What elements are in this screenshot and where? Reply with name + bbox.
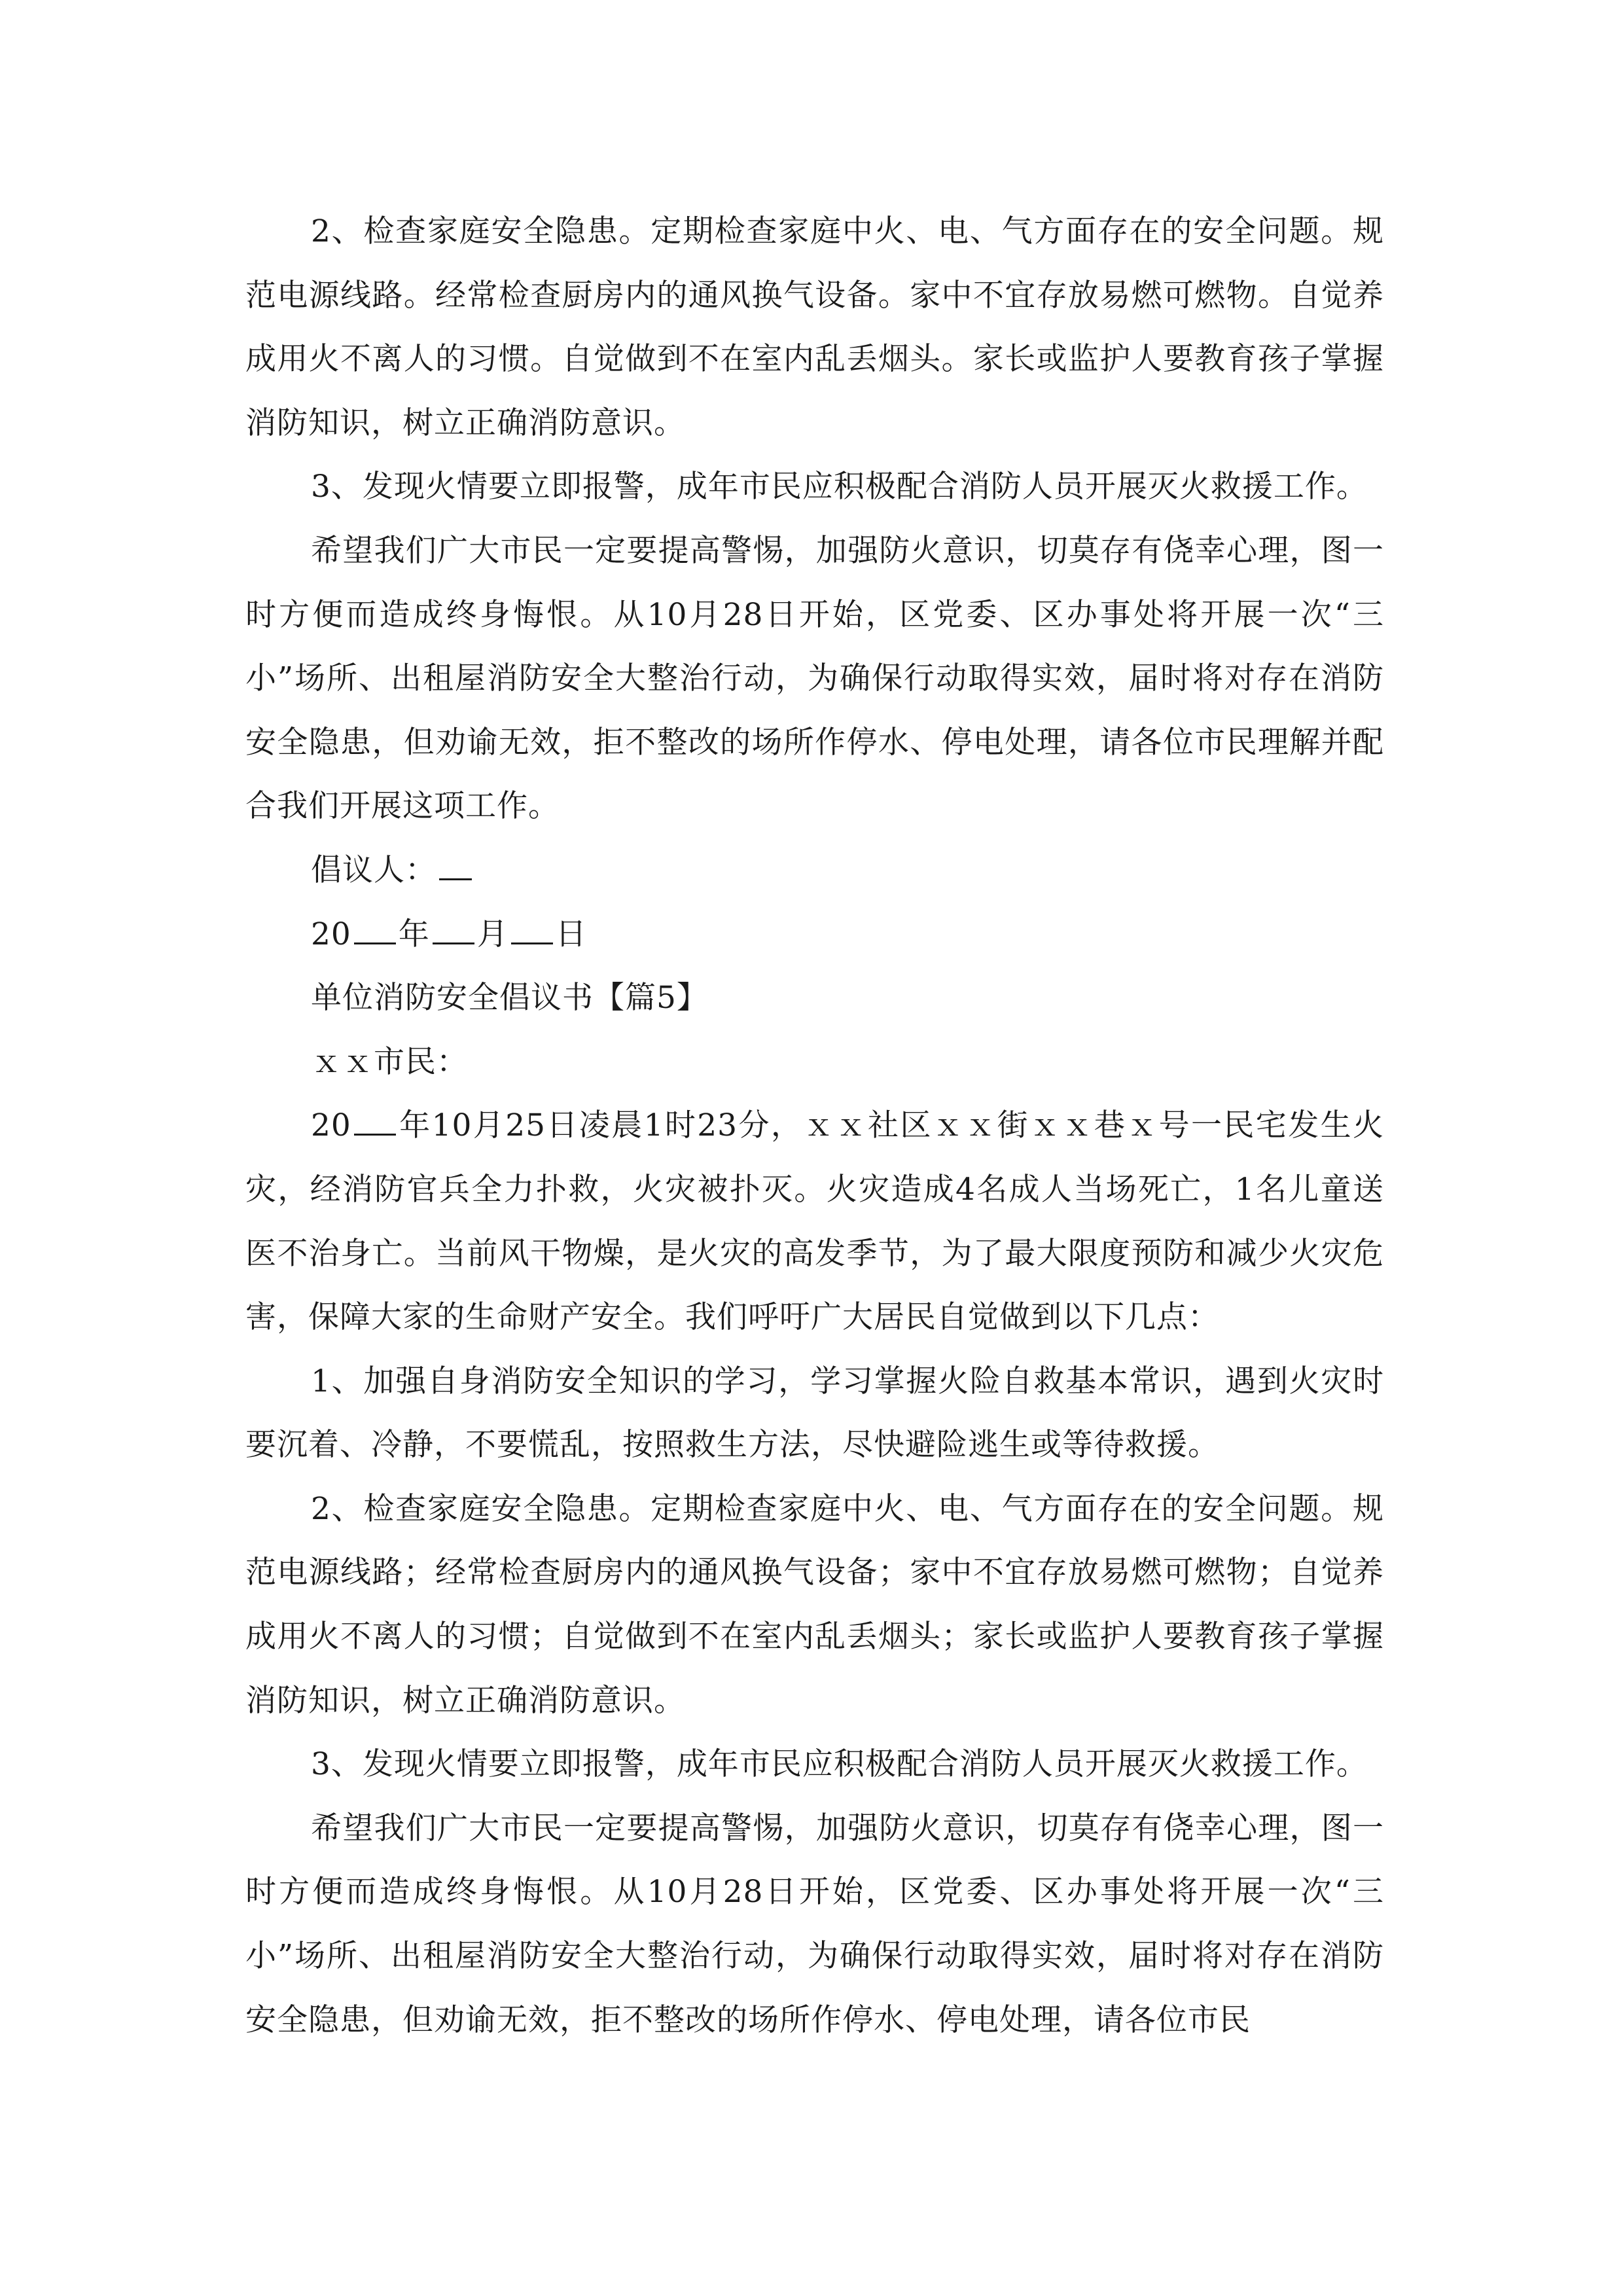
- paragraph-report-fire-2: 3、发现火情要立即报警，成年市民应积极配合消防人员开展灭火救援工作。: [311, 1746, 1368, 1783]
- paragraph-home-hazard-check: 2、检查家庭安全隐患。定期检查家庭中火、电、气方面存在的安全问题。规范电源线路。经常检查厨房内的通风换气设备。家中不宜存放易燃可燃物。自觉养成用火不离人的习惯。自觉做到不在室内乱丢烟头。家长或监护人要教育孩子掌握消防知识，树立正确消防意识。: [245, 213, 1384, 441]
- date-year-prefix: 20: [311, 916, 351, 952]
- incident-text: 年10月25日凌晨1时23分，ｘｘ社区ｘｘ街ｘｘ巷ｘ号一民宅发生火灾，经消防官兵全力扑救，火灾被扑灭。火灾造成4名成人当场死亡，1名儿童送医不治身亡。当前风干物燥，是火灾的高发季节，为了最大限度预防和减少火灾危害，保障大家的生命财产安全。我们呼吁广大居民自觉做到以下几点：: [245, 1107, 1384, 1336]
- paragraph-appeal-2: 希望我们广大市民一定要提高警惕，加强防火意识，切莫存有侥幸心理，图一时方便而造成终身悔恨。从10月28日开始，区党委、区办事处将开展一次“三小”场所、出租屋消防安全大整治行动，为确保行动取得实效，届时将对存在消防安全隐患，但劝谕无效，拒不整改的场所作停水、停电处理，请各位市民: [245, 1810, 1384, 2038]
- date-month-label: 月: [476, 916, 508, 952]
- date-year-label: 年: [398, 916, 430, 952]
- paragraph-incident: [245, 1094, 1384, 1349]
- signer-blank: [439, 852, 472, 880]
- signer-line: [245, 838, 1384, 903]
- date-day-blank: [511, 916, 553, 944]
- date-line: [245, 903, 1384, 967]
- signer-label: 倡议人：: [311, 852, 437, 888]
- date-year-blank: [354, 916, 396, 944]
- paragraph-appeal: 希望我们广大市民一定要提高警惕，加强防火意识，切莫存有侥幸心理，图一时方便而造成终身悔恨。从10月28日开始，区党委、区办事处将开展一次“三小”场所、出租屋消防安全大整治行动，为确保行动取得实效，届时将对存在消防安全隐患，但劝谕无效，拒不整改的场所作停水、停电处理，请各位市民理解并配合我们开展这项工作。: [245, 532, 1384, 825]
- paragraph-home-hazard-check-2: 2、检查家庭安全隐患。定期检查家庭中火、电、气方面存在的安全问题。规范电源线路；经常检查厨房内的通风换气设备；家中不宜存放易燃可燃物；自觉养成用火不离人的习惯；自觉做到不在室内乱丢烟头；家长或监护人要教育孩子掌握消防知识，树立正确消防意识。: [245, 1490, 1384, 1719]
- section-title: 单位消防安全倡议书【篇5】: [311, 980, 708, 1016]
- incident-year-blank: [354, 1107, 396, 1136]
- paragraph-learn-safety: 1、加强自身消防安全知识的学习，学习掌握火险自救基本常识，遇到火灾时要沉着、冷静，不要慌乱，按照救生方法，尽快避险逃生或等待救援。: [245, 1363, 1384, 1463]
- paragraph-report-fire: 3、发现火情要立即报警，成年市民应积极配合消防人员开展灭火救援工作。: [311, 469, 1368, 505]
- date-month-blank: [433, 916, 474, 944]
- salutation: ｘｘ市民：: [311, 1043, 468, 1080]
- date-day-label: 日: [555, 916, 587, 952]
- document-body: [245, 200, 1384, 2052]
- incident-year-prefix: 20: [311, 1107, 351, 1144]
